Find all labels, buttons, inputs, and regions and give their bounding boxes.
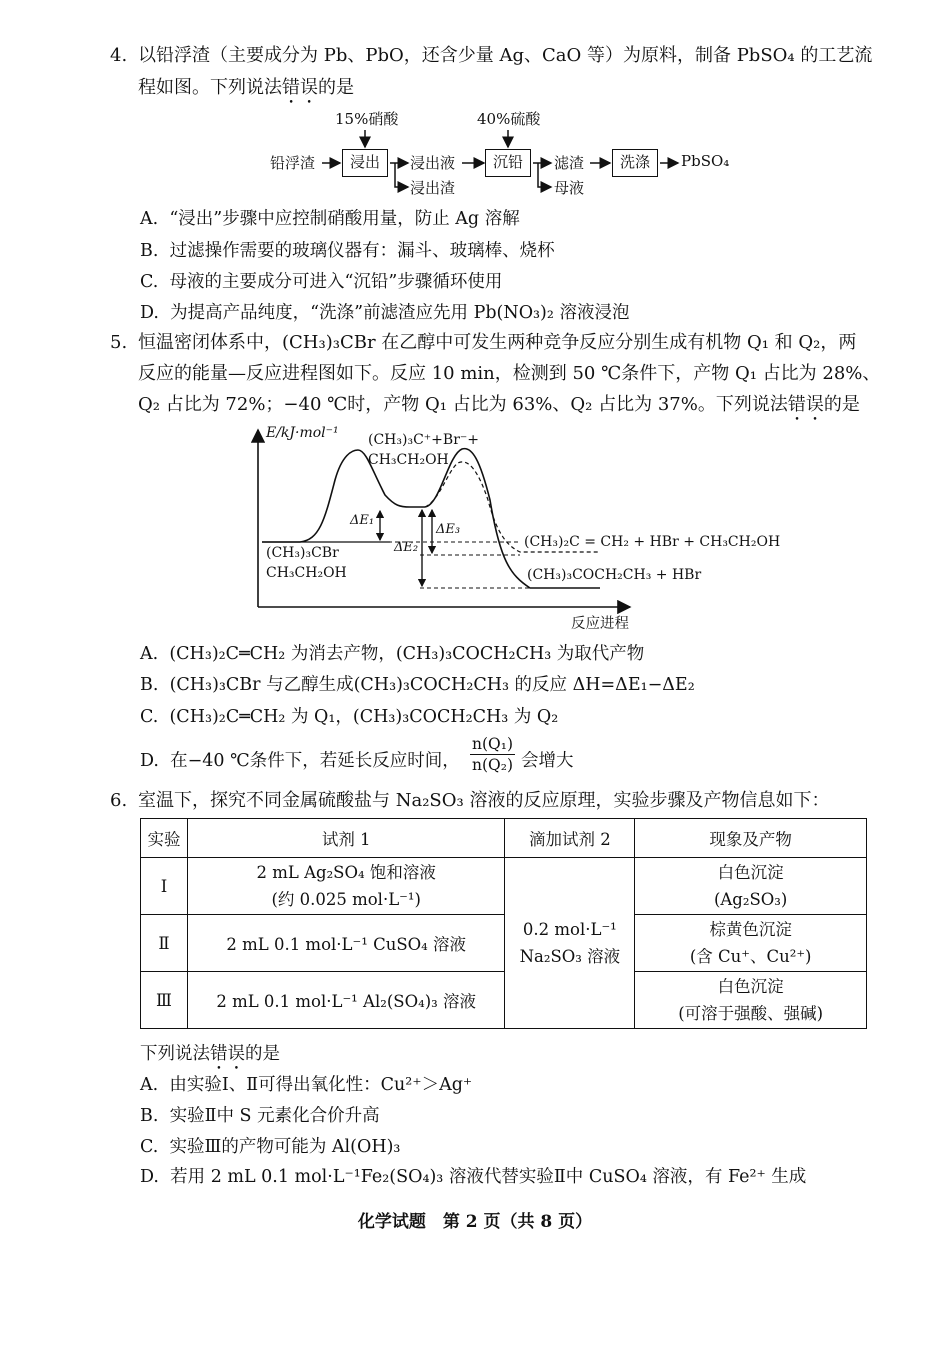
q4-stem-line1: 以铅浮渣（主要成分为 Pb、PbO，还含少量 Ag、CaO 等）为原料，制备 PbSO₄ 的工艺流	[138, 45, 873, 66]
q5-option-d-suffix: 会增大	[521, 751, 574, 771]
table-row	[141, 915, 867, 972]
q4-number: 4.	[110, 45, 128, 66]
result-cell: 白色沉淀 (可溶于强酸、强碱)	[635, 972, 867, 1029]
reagent1-cell: 2 mL 0.1 mol·L⁻¹ Al₂(SO₄)₃ 溶液	[187, 972, 505, 1029]
flow-mother-liquor: 母液	[554, 179, 585, 197]
q6-option-a: A. 由实验Ⅰ、Ⅱ可得出氧化性：Cu²⁺＞Ag⁺	[140, 1075, 473, 1095]
flow-start: 铅浮渣	[270, 154, 316, 172]
fraction-denominator: n(Q₂)	[472, 756, 513, 774]
energy-y-label: E/kJ·mol⁻¹	[266, 425, 339, 441]
q4-emphasis: 错误	[282, 77, 318, 98]
q5-emphasis: 错误	[787, 394, 824, 415]
q5-stem-line2: 反应的能量—反应进程图如下。反应 10 min，检测到 50 ℃条件下，产物 Q₁ 占比为 28%、	[138, 363, 881, 384]
flow-box-wash: 洗涤	[612, 149, 658, 177]
flow-box-leach: 浸出	[342, 149, 388, 177]
table-header: 现象及产物	[635, 819, 867, 858]
table-header: 试剂 1	[187, 819, 505, 858]
energy-curves	[0, 0, 950, 640]
q6-stem: 室温下，探究不同金属硫酸盐与 Na₂SO₃ 溶液的反应原理，实验步骤及产物信息如下：	[138, 790, 830, 811]
delta-e1-label: ΔE₁	[350, 513, 375, 528]
q6-number: 6.	[110, 790, 128, 811]
result-cell: 白色沉淀 (Ag₂SO₃)	[635, 858, 867, 915]
q6-option-d: D. 若用 2 mL 0.1 mol·L⁻¹Fe₂(SO₄)₃ 溶液代替实验Ⅱ中 CuSO₄ 溶液，有 Fe²⁺ 生成	[140, 1167, 807, 1187]
flow-filter-residue: 滤渣	[554, 154, 585, 172]
q5-stem-line3: Q₂ 占比为 72%；−40 ℃时，产物 Q₁ 占比为 63%、Q₂ 占比为 37%。下列说法错误的是	[138, 394, 860, 415]
q4-option-b: B. 过滤操作需要的玻璃仪器有：漏斗、玻璃棒、烧杯	[140, 241, 555, 261]
result-cell: 棕黄色沉淀 (含 Cu⁺、Cu²⁺)	[635, 915, 867, 972]
reagent-sulfuric-acid: 40%硫酸	[477, 110, 541, 128]
fraction-numerator: n(Q₁)	[472, 735, 513, 753]
table-header-row	[141, 819, 867, 858]
energy-x-label: 反应进程	[571, 616, 629, 632]
table-header: 实验	[141, 819, 188, 858]
q6-option-c: C. 实验Ⅲ的产物可能为 Al(OH)₃	[140, 1137, 401, 1157]
flow-product: PbSO₄	[681, 152, 730, 170]
q4-stem-line2: 程如图。下列说法错误的是	[138, 77, 354, 98]
q6-option-b: B. 实验Ⅱ中 S 元素化合价升高	[140, 1106, 380, 1126]
intermediate-label-2: CH₃CH₂OH	[368, 452, 449, 468]
table-row	[141, 972, 867, 1029]
reactant-label-1: (CH₃)₃CBr	[266, 545, 339, 561]
q5-option-c: C. (CH₃)₂C═CH₂ 为 Q₁，(CH₃)₃COCH₂CH₃ 为 Q₂	[140, 707, 559, 727]
reagent2-cell: 0.2 mol·L⁻¹ Na₂SO₃ 溶液	[505, 858, 635, 1029]
flow-leachate: 浸出液	[410, 154, 456, 172]
q4-option-d: D. 为提高产品纯度，“洗涤”前滤渣应先用 Pb(NO₃)₂ 溶液浸泡	[140, 303, 630, 323]
delta-e2-label: ΔE₂	[394, 540, 419, 555]
q6-emphasis: 错误	[210, 1044, 245, 1064]
q4-option-c: C. 母液的主要成分可进入“沉铅”步骤循环使用	[140, 272, 503, 292]
flow-box-precipitate: 沉铅	[485, 149, 531, 177]
delta-e3-label: ΔE₃	[436, 522, 461, 537]
q5-option-b: B. (CH₃)₃CBr 与乙醇生成(CH₃)₃COCH₂CH₃ 的反应 ΔH=ΔE₁−ΔE₂	[140, 675, 695, 695]
q5-fraction	[470, 734, 515, 775]
exp-number: Ⅲ	[141, 972, 188, 1029]
exp-number: Ⅱ	[141, 915, 188, 972]
table-header: 滴加试剂 2	[505, 819, 635, 858]
intermediate-label-1: (CH₃)₃C⁺+Br⁻+	[368, 432, 480, 448]
exp-number: Ⅰ	[141, 858, 188, 915]
reagent1-cell: 2 mL Ag₂SO₄ 饱和溶液 (约 0.025 mol·L⁻¹)	[187, 858, 505, 915]
reagent1-cell: 2 mL 0.1 mol·L⁻¹ CuSO₄ 溶液	[187, 915, 505, 972]
product-substitution-label: (CH₃)₃COCH₂CH₃ + HBr	[527, 567, 702, 583]
table-row	[141, 858, 867, 915]
q4-option-a: A. “浸出”步骤中应控制硝酸用量，防止 Ag 溶解	[140, 209, 520, 229]
q6-prompt: 下列说法错误的是	[140, 1044, 280, 1064]
product-elimination-label: (CH₃)₂C = CH₂ + HBr + CH₃CH₂OH	[524, 534, 781, 550]
q5-option-a: A. (CH₃)₂C═CH₂ 为消去产物，(CH₃)₃COCH₂CH₃ 为取代产物	[140, 644, 645, 664]
experiment-table	[140, 818, 867, 1029]
reagent-nitric-acid: 15%硝酸	[335, 110, 399, 128]
reactant-label-2: CH₃CH₂OH	[266, 565, 347, 581]
q5-stem-line1: 恒温密闭体系中，(CH₃)₃CBr 在乙醇中可发生两种竞争反应分别生成有机物 Q₁ 和 Q₂，两	[138, 332, 857, 353]
q5-option-d: D. 在−40 ℃条件下，若延长反应时间，	[140, 751, 460, 771]
flow-leach-residue: 浸出渣	[410, 179, 456, 197]
q5-number: 5.	[110, 332, 128, 353]
page-footer: 化学试题 第 2 页（共 8 页）	[357, 1212, 593, 1232]
